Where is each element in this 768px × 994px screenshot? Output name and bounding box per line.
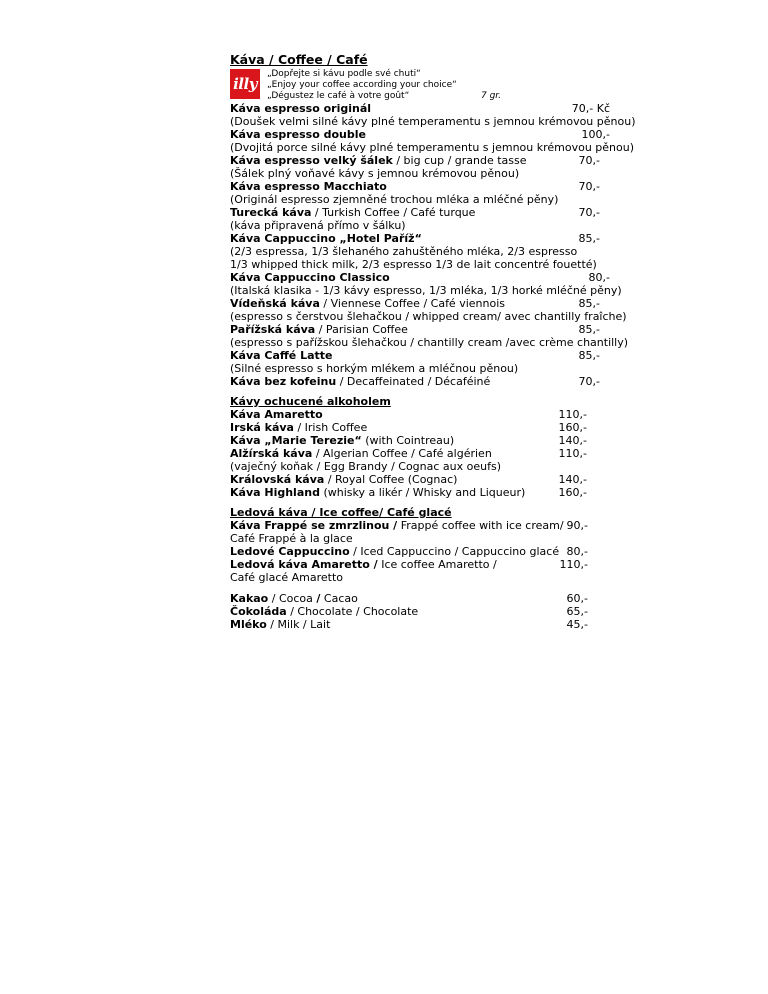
- menu-item: Káva espresso originál 70,- Kč: [230, 102, 610, 115]
- item-description: (Dvojitá porce silné kávy plné temperamentu s jemnou krémovou pěnou): [230, 141, 635, 154]
- item-description: (káva připravená přímo v šálku): [230, 219, 406, 232]
- price: 100,-: [581, 128, 610, 141]
- tagline-cz: „Dopřejte si kávu podle své chuti“: [267, 69, 421, 79]
- menu-item: Královská káva / Royal Coffee (Cognac) 140,-: [230, 473, 587, 486]
- item-description: (Originál espresso zjemněné trochou mléka a mléčné pěny): [230, 193, 559, 206]
- menu-item: Čokoláda / Chocolate / Chocolate 65,-: [230, 605, 588, 618]
- menu-item: Mléko / Milk / Lait 45,-: [230, 618, 588, 631]
- menu-item: Káva „Marie Terezie“ (with Cointreau) 140,-: [230, 434, 587, 447]
- menu-item: Káva Frappé se zmrzlinou / Frappé coffee with ice cream/ 90,-: [230, 519, 588, 532]
- price: 85,-: [578, 323, 600, 336]
- price: 140,-: [558, 434, 587, 447]
- section-title-alcohol: Kávy ochucené alkoholem: [230, 395, 391, 408]
- menu-item: Káva espresso Macchiato 70,-: [230, 180, 600, 193]
- tagline-en: „Enjoy your coffee according your choice“: [267, 80, 457, 90]
- menu-item: Káva Highland (whisky a likér / Whisky and Liqueur) 160,-: [230, 486, 587, 499]
- price: 80,-: [566, 545, 588, 558]
- menu-item: Ledové Cappuccino / Iced Cappuccino / Cappuccino glacé 80,-: [230, 545, 588, 558]
- menu-item: Alžírská káva / Algerian Coffee / Café algérien 110,-: [230, 447, 587, 460]
- menu-item: Káva Caffé Latte 85,-: [230, 349, 600, 362]
- item-description: (vaječný koňak / Egg Brandy / Cognac aux oeufs): [230, 460, 501, 473]
- price: 70,- Kč: [571, 102, 610, 115]
- item-description: (espresso s pařížskou šlehačkou / chantilly cream /avec crème chantilly): [230, 336, 629, 349]
- price: 85,-: [578, 349, 600, 362]
- item-description: (espresso s čerstvou šlehačkou / whipped cream/ avec chantilly fraîche): [230, 310, 627, 323]
- price: 70,-: [578, 154, 600, 167]
- price: 70,-: [578, 375, 600, 388]
- item-description: (Doušek velmi silné kávy plné temperamentu s jemnou krémovou pěnou): [230, 115, 636, 128]
- menu-item: Irská káva / Irish Coffee 160,-: [230, 421, 587, 434]
- price: 160,-: [558, 486, 587, 499]
- price: 160,-: [558, 421, 587, 434]
- price: 65,-: [566, 605, 588, 618]
- page-title: Káva / Coffee / Café: [230, 52, 368, 67]
- price: 60,-: [566, 592, 588, 605]
- item-description: (2/3 espressa, 1/3 šlehaného zahuštěného mléka, 2/3 espresso: [230, 245, 578, 258]
- menu-item: Pařížská káva / Parisian Coffee 85,-: [230, 323, 600, 336]
- menu-item: Vídeňská káva / Viennese Coffee / Café viennois 85,-: [230, 297, 600, 310]
- section-title-iced: Ledová káva / Ice coffee/ Café glacé: [230, 506, 452, 519]
- tagline-fr: „Dégustez le café à votre goût“: [267, 91, 410, 101]
- item-description: (Šálek plný voňavé kávy s jemnou krémovou pěnou): [230, 167, 520, 180]
- item-description: 1/3 whipped thick milk, 2/3 espresso 1/3 de lait concentré fouetté): [230, 258, 597, 271]
- price: 140,-: [558, 473, 587, 486]
- coffee-weight: 7 gr.: [481, 91, 502, 101]
- price: 110,-: [559, 558, 588, 571]
- menu-item: Káva bez kofeinu / Decaffeinated / Décaféiné 70,-: [230, 375, 600, 388]
- price: 90,-: [566, 519, 588, 532]
- menu-item: Káva Cappuccino Classico 80,-: [230, 271, 610, 284]
- menu-item: Kakao / Cocoa / Cacao 60,-: [230, 592, 588, 605]
- item-description: Café Frappé à la glace: [230, 532, 353, 545]
- price: 70,-: [578, 180, 600, 193]
- menu-item: Káva Cappuccino „Hotel Paříž“ 85,-: [230, 232, 600, 245]
- menu-item: Káva Amaretto 110,-: [230, 408, 587, 421]
- menu-item: Turecká káva / Turkish Coffee / Café turque 70,-: [230, 206, 600, 219]
- price: 80,-: [588, 271, 610, 284]
- price: 110,-: [558, 447, 587, 460]
- menu-item: Káva espresso velký šálek / big cup / grande tasse 70,-: [230, 154, 600, 167]
- item-description: (Italská klasika - 1/3 kávy espresso, 1/3 mléka, 1/3 horké mléčné pěny): [230, 284, 622, 297]
- item-description: Café glacé Amaretto: [230, 571, 344, 584]
- price: 85,-: [578, 297, 600, 310]
- menu-item: Ledová káva Amaretto / Ice coffee Amaretto / 110,-: [230, 558, 588, 571]
- price: 45,-: [566, 618, 588, 631]
- illy-logo: illy: [230, 69, 260, 99]
- price: 110,-: [558, 408, 587, 421]
- price: 85,-: [578, 232, 600, 245]
- menu-item: Káva espresso double 100,-: [230, 128, 610, 141]
- price: 70,-: [578, 206, 600, 219]
- item-description: (Silné espresso s horkým mlékem a mléčnou pěnou): [230, 362, 519, 375]
